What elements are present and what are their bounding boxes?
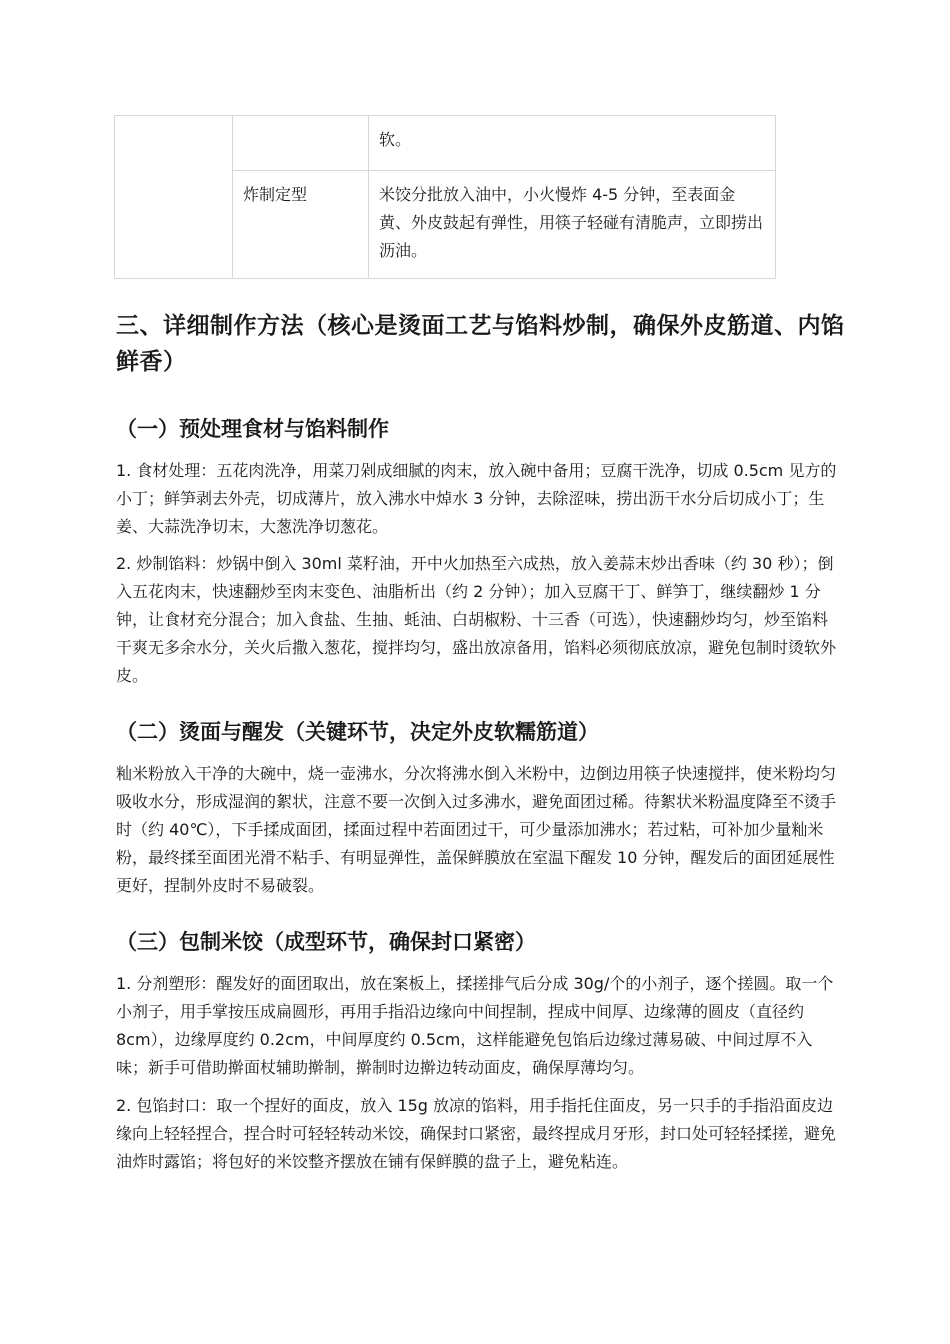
paragraph: 2. 炒制馅料：炒锅中倒入 30ml 菜籽油，开中火加热至六成热，放入姜蒜末炒出香味（约 30 秒）；倒入五花肉末，快速翻炒至肉末变色、油脂析出（约 2 分钟）；加入豆腐干丁、鲜笋丁，继续翻炒 1 分钟，让食材充分混合；加入食盐、生抽、蚝油、白胡椒粉、十三香（可选），快速翻炒均匀，炒至馅料干爽无多余水分，关火后撒入葱花，搅拌均匀，盛出放凉备用，馅料必须彻底放凉，避免包制时烫软外皮。: [116, 554, 837, 685]
table-cell-desc: [369, 171, 776, 279]
table-cell-step: [233, 171, 369, 279]
cell-text: 软。: [379, 130, 412, 149]
paragraph: 1. 食材处理：五花肉洗净，用菜刀剁成细腻的肉末，放入碗中备用；豆腐干洗净，切成 0.5cm 见方的小丁；鲜笋剥去外壳，切成薄片，放入沸水中焯水 3 分钟，去除涩味，捞出沥干水分后切成小丁；生姜、大蒜洗净切末，大葱洗净切葱花。: [116, 461, 837, 536]
subsection-heading: （一）预处理食材与馅料制作: [116, 417, 389, 441]
cell-text: 炸制定型: [243, 185, 308, 204]
cell-text: 米饺分批放入油中，小火慢炸 4-5 分钟，至表面金黄、外皮鼓起有弹性，用筷子轻碰有清脆声，立即捞出沥油。: [379, 185, 764, 260]
table-cell-desc: [369, 116, 776, 171]
paragraph: 籼米粉放入干净的大碗中，烧一壶沸水，分次将沸水倒入米粉中，边倒边用筷子快速搅拌，使米粉均匀吸收水分，形成湿润的絮状，注意不要一次倒入过多沸水，避免面团过稀。待絮状米粉温度降至不烫手时（约 40℃），下手揉成面团，揉面过程中若面团过干，可少量添加沸水；若过粘，可补加少量籼米粉，最终揉至面团光滑不粘手、有明显弹性，盖保鲜膜放在室温下醒发 10 分钟，醒发后的面团延展性更好，捏制外皮时不易破裂。: [116, 764, 837, 895]
table-cell-step: [233, 116, 369, 171]
subsection-heading: （三）包制米饺（成型环节，确保封口紧密）: [116, 930, 536, 954]
recipe-steps-table: [114, 115, 776, 279]
section-heading: 三、详细制作方法（核心是烫面工艺与馅料炒制，确保外皮筋道、内馅鲜香）: [116, 313, 845, 375]
table-row: [115, 116, 776, 171]
paragraph: 2. 包馅封口：取一个捏好的面皮，放入 15g 放凉的馅料，用手指托住面皮，另一只手的手指沿面皮边缘向上轻轻捏合，捏合时可轻轻转动米饺，确保封口紧密，最终捏成月牙形，封口处可轻轻揉搓，避免油炸时露馅；将包好的米饺整齐摆放在铺有保鲜膜的盘子上，避免粘连。: [116, 1096, 837, 1171]
subsection-heading: （二）烫面与醒发（关键环节，决定外皮软糯筋道）: [116, 720, 599, 744]
paragraph: 1. 分剂塑形：醒发好的面团取出，放在案板上，揉搓排气后分成 30g/个的小剂子，逐个搓圆。取一个小剂子，用手掌按压成扁圆形，再用手指沿边缘向中间捏制，捏成中间厚、边缘薄的圆皮（直径约 8cm），边缘厚度约 0.2cm，中间厚度约 0.5cm，这样能避免包馅后边缘过薄易破、中间过厚不入味；新手可借助擀面杖辅助擀制，擀制时边擀边转动面皮，确保厚薄均匀。: [116, 974, 834, 1077]
table-cell-category: [115, 116, 233, 279]
